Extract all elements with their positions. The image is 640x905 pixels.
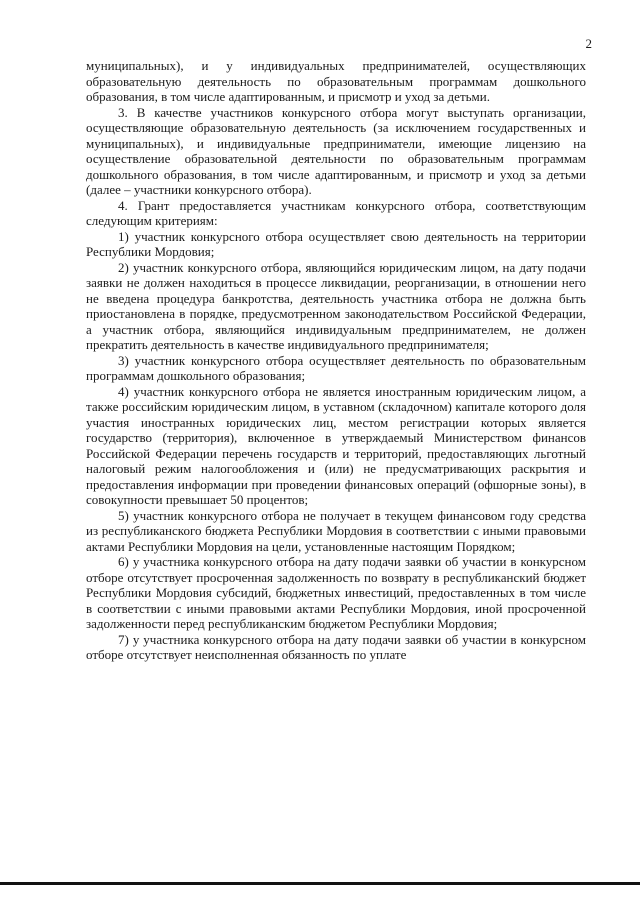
paragraph-item-3: 3. В качестве участников конкурсного отбора могут выступать организации, осуществляющие образовательную деятельность (за исключением государственных и муниципальных), и индивидуальные предприниматели, имеющие лицензию на осуществление образовательной деятельности по образовательным программам дошкольного образования, в том числе адаптированным, и присмотр и уход за детьми (далее – участники конкурсного отбора). bbox=[86, 104, 586, 197]
criterion-3: 3) участник конкурсного отбора осуществляет деятельность по образовательным программам дошкольного образования; bbox=[86, 352, 586, 383]
document-body bbox=[86, 58, 586, 663]
scan-edge-line bbox=[0, 882, 640, 885]
criterion-6: 6) у участника конкурсного отбора на дату подачи заявки об участии в конкурсном отборе отсутствует просроченная задолженность по возврату в республиканский бюджет Республики Мордовия субсидий, бюджетных инвестиций, предоставленных в том числе в соответствии с иными правовыми актами Республики Мордовия, иной просроченной задолженности перед республиканским бюджетом Республики Мордовия; bbox=[86, 554, 586, 631]
criterion-1: 1) участник конкурсного отбора осуществляет свою деятельность на территории Республики Мордовия; bbox=[86, 228, 586, 259]
criterion-5: 5) участник конкурсного отбора не получает в текущем финансовом году средства из республиканского бюджета Республики Мордовия в соответствии с иными правовыми актами Республики Мордовия на цели, установленные настоящим Порядком; bbox=[86, 507, 586, 554]
criterion-4: 4) участник конкурсного отбора не является иностранным юридическим лицом, а также российским юридическим лицом, в уставном (складочном) капитале которого доля участия иностранных юридических лиц, местом регистрации которых является государство (территория), включенное в утверждаемый Министерством финансов Российской Федерации перечень государств и территорий, предоставляющих льготный налоговый режим налогообложения и (или) не предусматривающих раскрытия и предоставления информации при проведении финансовых операций (офшорные зоны), в совокупности превышает 50 процентов; bbox=[86, 383, 586, 507]
criterion-7: 7) у участника конкурсного отбора на дату подачи заявки об участии в конкурсном отборе отсутствует неисполненная обязанность по уплате bbox=[86, 631, 586, 662]
criterion-2: 2) участник конкурсного отбора, являющийся юридическим лицом, на дату подачи заявки не должен находиться в процессе ликвидации, реорганизации, в отношении него не введена процедура банкротства, деятельность участника отбора не должна быть приостановлена в порядке, предусмотренном законодательством Российской Федерации, а участник отбора, являющийся индивидуальным предпринимателем, не должен прекратить деятельность в качестве индивидуального предпринимателя; bbox=[86, 259, 586, 352]
paragraph-item-4: 4. Грант предоставляется участникам конкурсного отбора, соответствующим следующим критериям: bbox=[86, 197, 586, 228]
paragraph-continuation: муниципальных), и у индивидуальных предпринимателей, осуществляющих образовательную деятельность по образовательным программам дошкольного образования, в том числе адаптированным, и присмотр и уход за детьми. bbox=[86, 58, 586, 104]
page-number: 2 bbox=[585, 36, 592, 51]
